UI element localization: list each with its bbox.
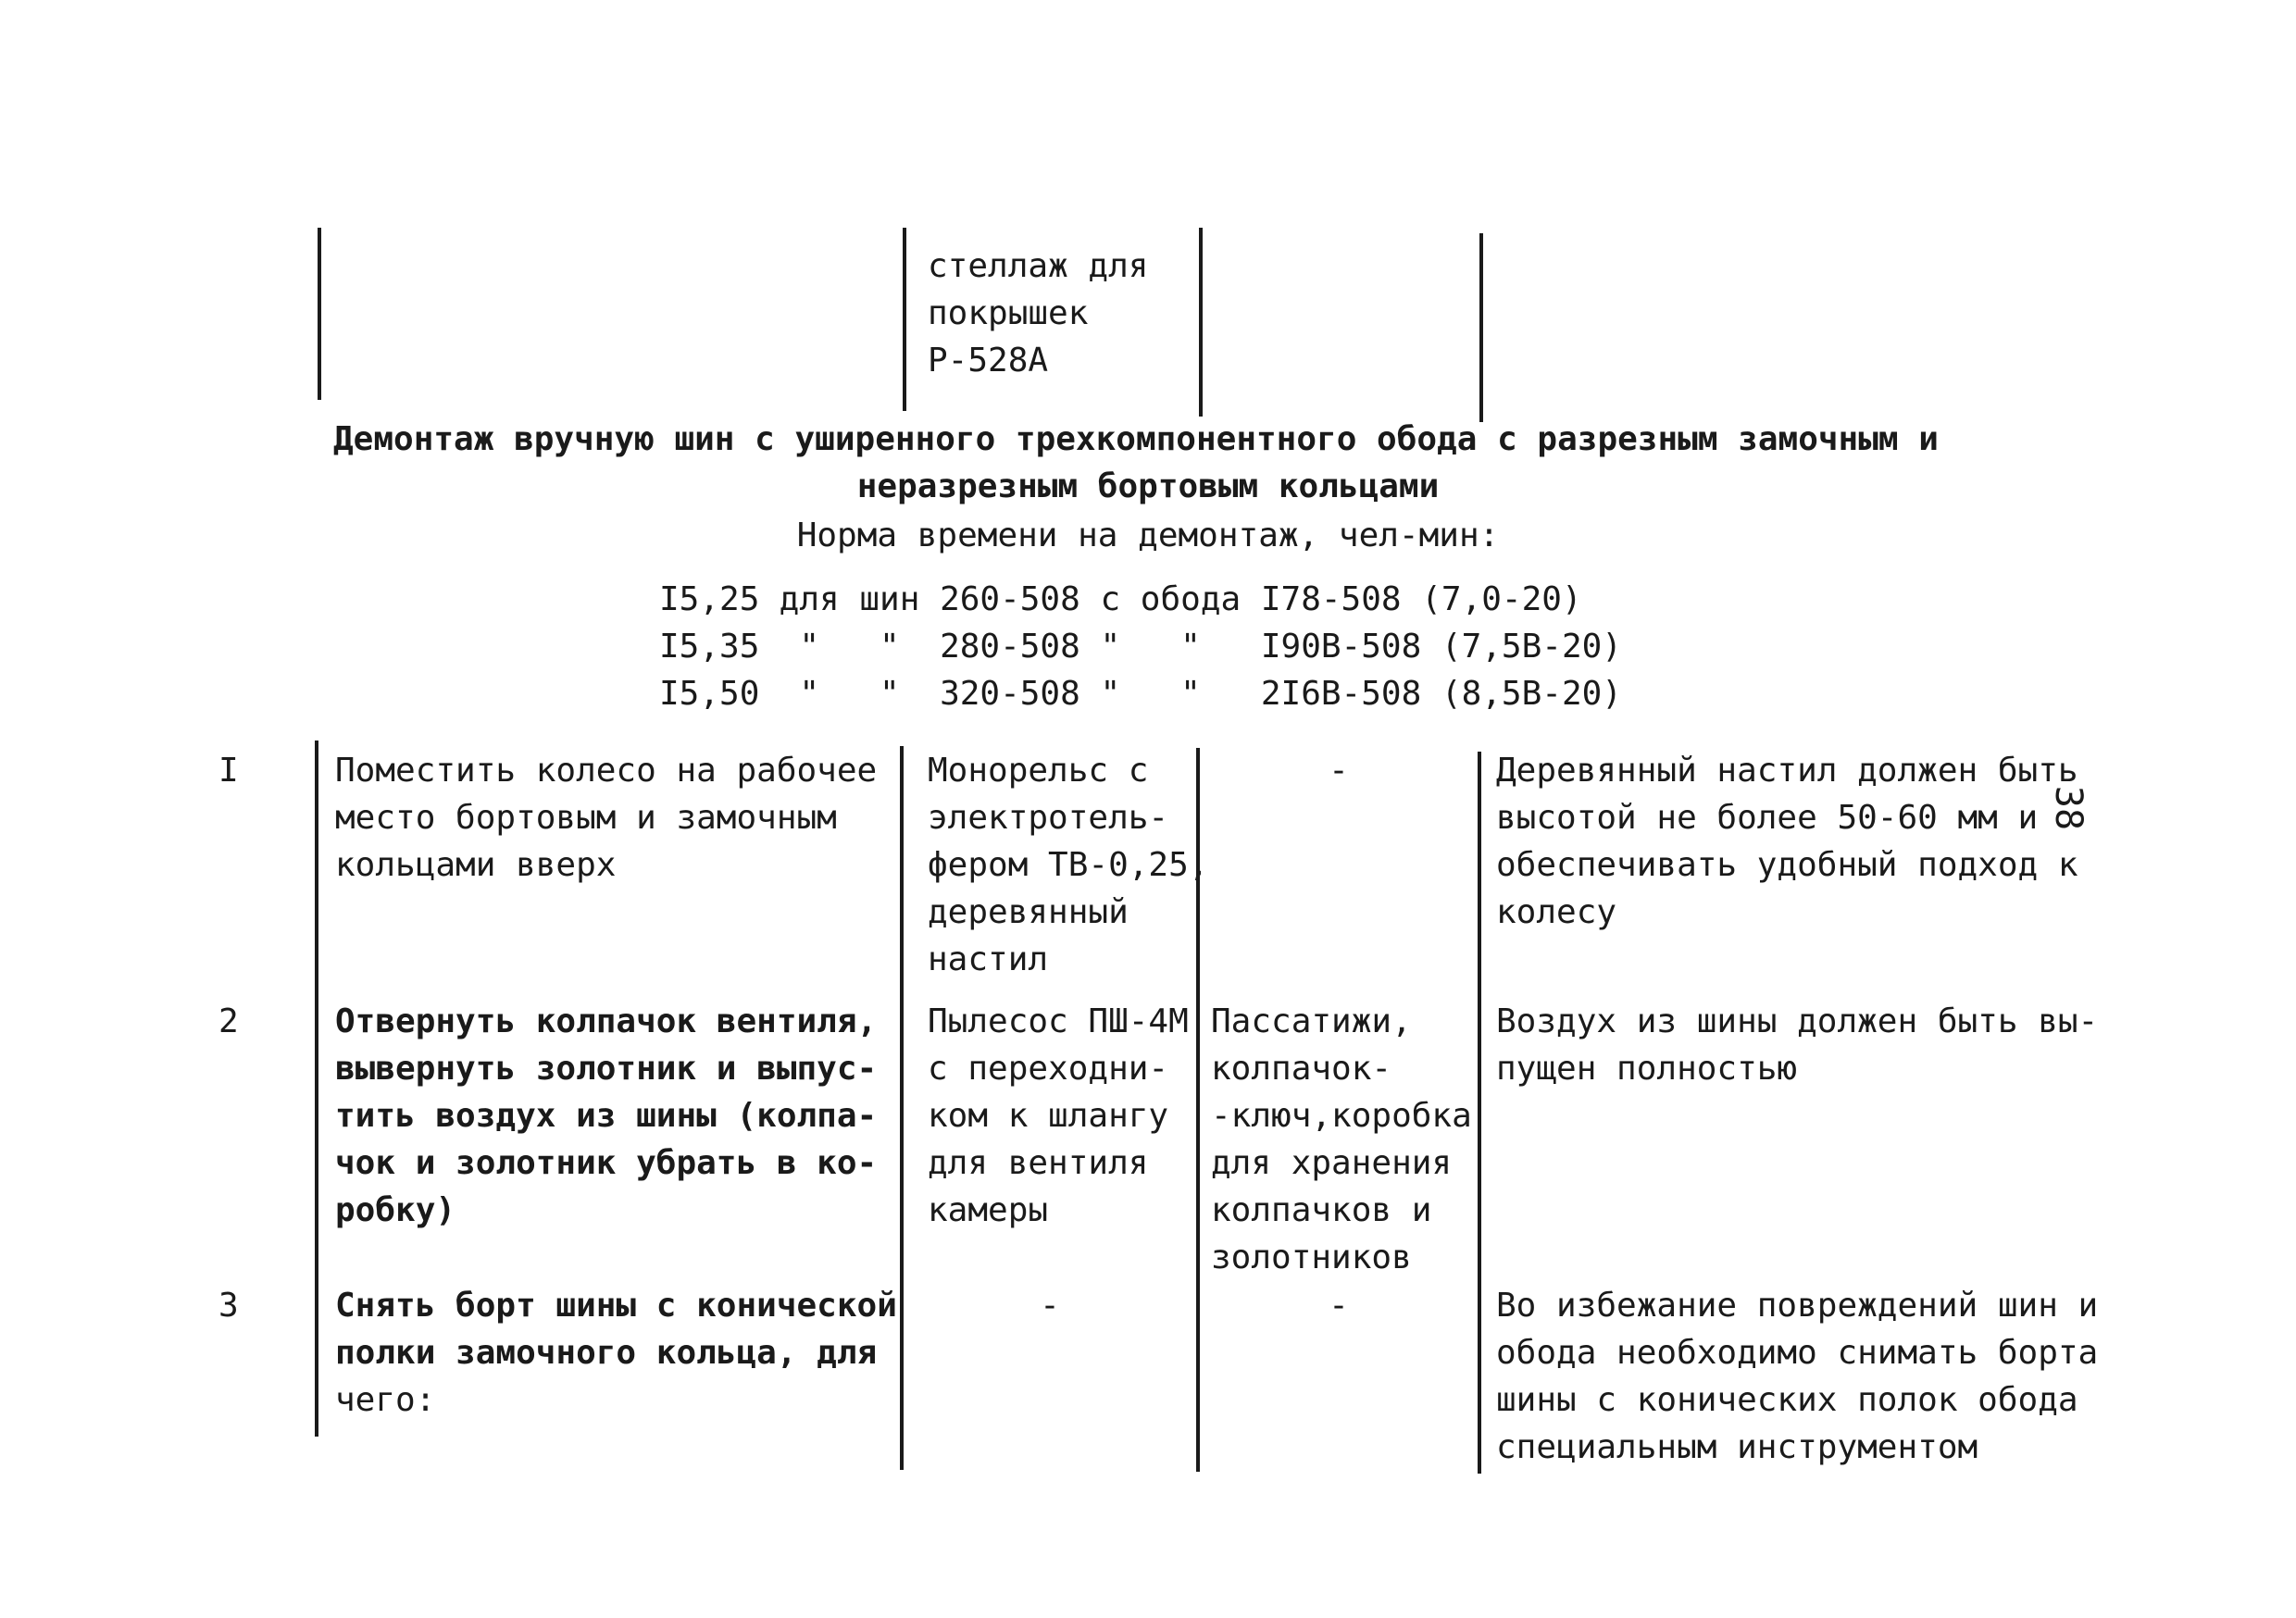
operation-line: Поместить колесо на рабочее — [335, 752, 878, 790]
equipment-line: Пылесос ПШ-4М — [928, 1002, 1189, 1040]
equipment-line: Монорельс с — [928, 752, 1149, 790]
row-number: 3 — [218, 1287, 239, 1325]
notes-line: Во избежание повреждений шин и — [1496, 1287, 2099, 1325]
operation-line: место бортовым и замочным — [335, 799, 837, 837]
equipment-line: настил — [928, 940, 1049, 978]
operation-line: вывернуть золотник и выпус- — [335, 1050, 878, 1088]
notes-line: высотой не более 50-60 мм и — [1496, 799, 2039, 837]
equipment-line: камеры — [928, 1191, 1049, 1229]
tools-dash: - — [1329, 752, 1349, 790]
top-equipment-line-3: Р-528А — [928, 342, 1049, 380]
tools-dash: - — [1329, 1287, 1349, 1325]
equipment-line: ком к шлангу — [928, 1097, 1169, 1135]
notes-line: Воздух из шины должен быть вы- — [1496, 1002, 2099, 1040]
norm-spec-2: " " 280-508 " " I90B-508 (7,5B-20) — [759, 628, 1622, 666]
table-rule-4 — [1478, 752, 1481, 1474]
tools-line: Пассатижи, — [1211, 1002, 1412, 1040]
equipment-line: с переходни- — [928, 1050, 1169, 1088]
notes-line: обода необходимо снимать борта — [1496, 1334, 2099, 1372]
notes-line: шины с конических полок обода — [1496, 1381, 2078, 1419]
equipment-line: для вентиля — [928, 1144, 1149, 1182]
tools-line: -ключ,коробка — [1211, 1097, 1472, 1135]
top-equipment-line-2: покрышек — [928, 294, 1089, 332]
norm-title: Норма времени на демонтаж, чел-мин: — [796, 517, 1500, 554]
equipment-dash: - — [1040, 1287, 1060, 1325]
top-rule-4 — [1479, 233, 1483, 422]
table-rule-2 — [900, 746, 904, 1470]
row-number: I — [218, 752, 239, 790]
top-rule-2 — [903, 228, 906, 411]
operation-line: чего: — [335, 1381, 436, 1419]
equipment-line: фером ТВ-0,25, — [928, 846, 1209, 884]
notes-line: пущен полностью — [1496, 1050, 1798, 1088]
section-heading-line-2: неразрезным бортовым кольцами — [856, 467, 1440, 505]
equipment-line: деревянный — [928, 893, 1129, 931]
norm-spec-1: для шин 260-508 с обода I78-508 (7,0-20) — [759, 580, 1582, 618]
section-heading-line-1: Демонтаж вручную шин с уширенного трехкомпонентного обода с разрезным замочным и — [333, 420, 1939, 458]
tools-line: колпачок- — [1211, 1050, 1392, 1088]
equipment-line: электротель- — [928, 799, 1169, 837]
notes-line: специальным инструментом — [1496, 1428, 1978, 1466]
notes-line: колесу — [1496, 893, 1617, 931]
norm-time-3: I5,50 — [659, 675, 760, 713]
norm-time-1: I5,25 — [659, 580, 760, 618]
row-number: 2 — [218, 1002, 239, 1040]
norm-time-2: I5,35 — [659, 628, 760, 666]
operation-line: чок и золотник убрать в ко- — [335, 1144, 878, 1182]
norm-spec-3: " " 320-508 " " 2I6B-508 (8,5B-20) — [759, 675, 1622, 713]
page-number: 38 — [2047, 785, 2090, 831]
top-rule-3 — [1199, 228, 1203, 417]
operation-line: тить воздух из шины (колпа- — [335, 1097, 878, 1135]
top-equipment-line-1: стеллаж для — [928, 247, 1149, 285]
notes-line: обеспечивать удобный подход к — [1496, 846, 2078, 884]
top-rule-1 — [318, 228, 321, 400]
tools-line: колпачков и — [1211, 1191, 1432, 1229]
tools-line: золотников — [1211, 1238, 1412, 1276]
table-rule-1 — [315, 741, 318, 1437]
operation-line: кольцами вверх — [335, 846, 617, 884]
tools-line: для хранения — [1211, 1144, 1453, 1182]
operation-line: Снять борт шины с конической — [335, 1287, 897, 1325]
operation-line: полки замочного кольца, для — [335, 1334, 878, 1372]
notes-line: Деревянный настил должен быть — [1496, 752, 2078, 790]
operation-line: Отвернуть колпачок вентиля, — [335, 1002, 878, 1040]
operation-line: робку) — [335, 1191, 456, 1229]
